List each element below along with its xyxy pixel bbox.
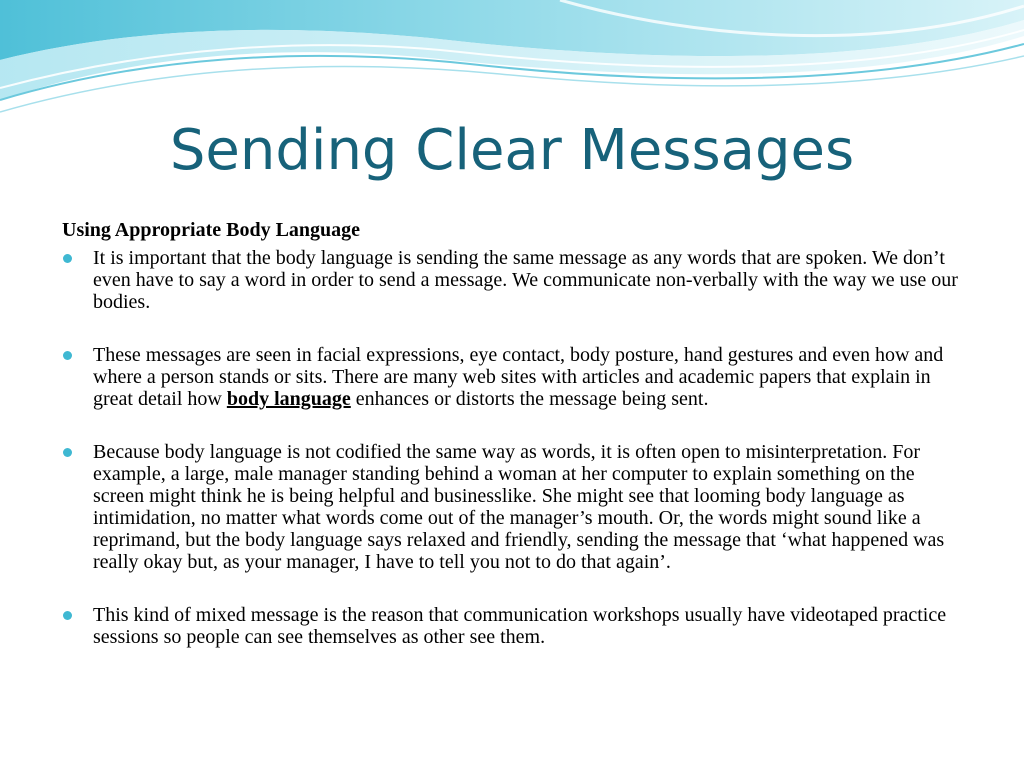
body-language-link[interactable]: body language [226, 388, 351, 410]
bullet-dot-icon [63, 611, 72, 620]
bullet-text: Because body language is not codified the same way as words, it is often open to misinterpretation. For example, a large, male manager standing behind a woman at her computer to explain something on the screen might think he is being helpful and businesslike. She might see that looming body language as intimidation, no matter what words come out of the manager’s mouth. Or, the words might sound like a reprimand, but the body language says relaxed and friendly, sending the message that ‘what happened was really okay but, as your manager, I have to tell you not to do that again’. [93, 441, 945, 573]
list-item [62, 441, 962, 573]
bullet-text: This kind of mixed message is the reason that communication workshops usually have videotaped practice sessions so people can see themselves as other see them. [93, 604, 947, 648]
bullet-text-after-link: enhances or distorts the message being sent. [350, 388, 709, 410]
bullet-text-before-link: These messages are seen in facial expressions, eye contact, body posture, hand gestures and even how and where a person stands or sits. There are many web sites with articles and academic papers that explain in great detail how [93, 344, 944, 410]
header-wave-decoration [0, 0, 1024, 130]
bullet-dot-icon [63, 254, 72, 263]
section-subheading: Using Appropriate Body Language [62, 219, 361, 241]
bullet-text: It is important that the body language is sending the same message as any words that are spoken. We don’t even have to say a word in order to send a message. We communicate non-verbally with the way we use our bodies. [93, 247, 958, 313]
list-item [62, 247, 962, 313]
list-item [62, 604, 962, 648]
slide-title: Sending Clear Messages [169, 118, 855, 183]
bullet-dot-icon [63, 351, 72, 360]
bullet-list [62, 247, 962, 648]
slide-body [62, 218, 962, 679]
list-item [62, 344, 962, 410]
bullet-dot-icon [63, 448, 72, 457]
